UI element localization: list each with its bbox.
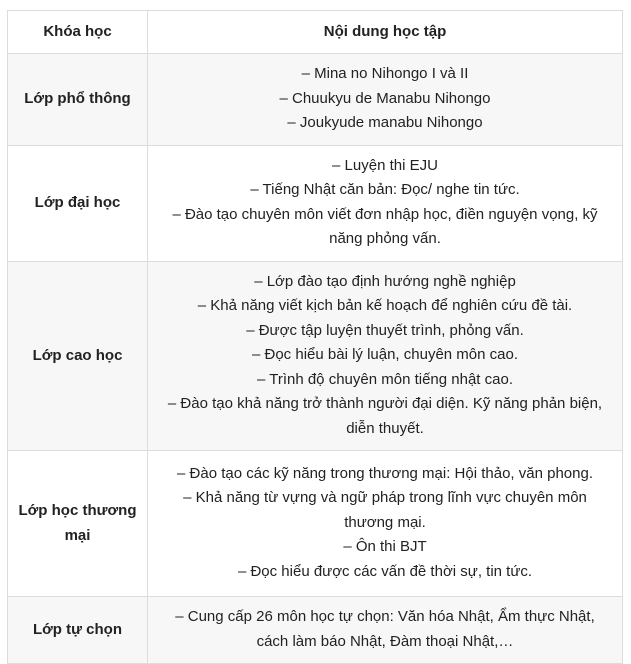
content-line: – Luyện thi EJU (332, 156, 438, 174)
content-line: – Mina no Nihongo I và II (301, 65, 469, 82)
course-content (148, 451, 623, 597)
content-line: – Khả năng viết kịch bản kế hoạch để nghiên cứu đề tài. (197, 297, 573, 314)
content-line: – Cung cấp 26 môn học tự chọn: Văn hóa Nhật, Ẩm thực Nhật, cách làm báo Nhật, Đàm thoại Nhật,… (175, 608, 595, 650)
course-name: Lớp tự chọn (8, 597, 148, 664)
content-line: – Lớp đào tạo định hướng nghề nghiệp (254, 272, 516, 290)
content-line: – Được tập luyện thuyết trình, phỏng vấn. (246, 321, 524, 339)
header-course: Khóa học (8, 11, 148, 54)
content-line: – Đọc hiểu bài lý luận, chuyên môn cao. (252, 346, 518, 363)
course-table-container (7, 10, 622, 664)
course-name: Lớp cao học (8, 261, 148, 451)
content-line: – Ôn thi BJT (343, 538, 427, 556)
content-line: – Đào tạo các kỹ năng trong thương mại: Hội thảo, văn phong. (177, 464, 593, 482)
table-row (8, 145, 623, 261)
content-line: – Joukyude manabu Nihongo (287, 114, 483, 131)
course-name: Lớp học thương mại (8, 451, 148, 597)
course-name: Lớp phổ thông (8, 54, 148, 146)
table-row (8, 451, 623, 597)
course-content (148, 145, 623, 261)
course-table (7, 10, 623, 664)
content-line: – Đọc hiểu được các vấn đề thời sự, tin tức. (237, 562, 533, 580)
course-content (148, 261, 623, 451)
course-name: Lớp đại học (8, 145, 148, 261)
table-row (8, 261, 623, 451)
table-header-row (8, 11, 623, 54)
course-content (148, 597, 623, 664)
content-line: – Chuukyu de Manabu Nihongo (279, 89, 491, 107)
content-line: – Khả năng từ vựng và ngữ pháp trong lĩnh vực chuyên môn thương mại. (183, 489, 587, 531)
content-line: – Tiếng Nhật căn bản: Đọc/ nghe tin tức. (250, 181, 520, 198)
table-row (8, 597, 623, 664)
table-row (8, 54, 623, 146)
course-content (148, 54, 623, 146)
header-content: Nội dung học tập (148, 11, 623, 54)
content-line: – Đào tạo khả năng trở thành người đại diện. Kỹ năng phản biện, diễn thuyết. (167, 395, 603, 437)
content-line: – Đào tạo chuyên môn viết đơn nhập học, điền nguyện vọng, kỹ năng phỏng vấn. (172, 205, 598, 247)
content-line: – Trình độ chuyên môn tiếng nhật cao. (256, 370, 513, 388)
